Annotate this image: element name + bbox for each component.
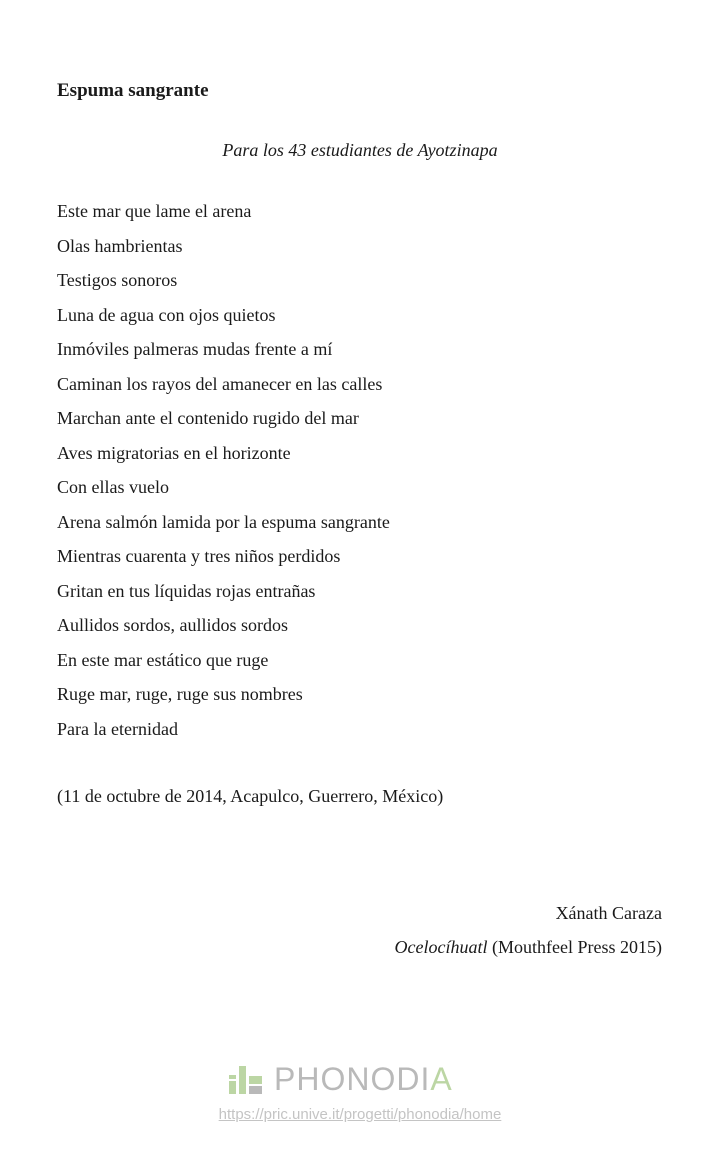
footer-link[interactable]: https://pric.unive.it/progetti/phonodia/home	[218, 1106, 502, 1123]
author-name: Xánath Caraza	[555, 903, 662, 923]
poem-dedication: Para los 43 estudiantes de Ayotzinapa	[222, 140, 498, 160]
logo-wordmark: PHONODIA	[274, 1060, 453, 1097]
poem-line: Arena salmón lamida por la espuma sangrante	[57, 511, 390, 532]
poem-line: Este mar que lame el arena	[57, 201, 252, 221]
poem-line: Testigos sonoros	[57, 270, 178, 290]
poem-line: Gritan en tus líquidas rojas entrañas	[57, 580, 316, 601]
poem-dateline: (11 de octubre de 2014, Acapulco, Guerrero, México)	[57, 786, 444, 806]
phonodia-logo	[228, 1062, 453, 1096]
poem-line: Inmóviles palmeras mudas frente a mí	[57, 339, 333, 359]
source-book-title: Ocelocíhuatl	[394, 937, 488, 957]
poem-line: Aves migratorias en el horizonte	[57, 442, 291, 463]
poem-line: Ruge mar, ruge, ruge sus nombres	[57, 684, 303, 704]
source-citation	[395, 937, 662, 958]
poem-line: Marchan ante el contenido rugido del mar	[57, 408, 359, 428]
source-publisher: (Mouthfeel Press 2015)	[487, 937, 662, 957]
poem-line: Luna de agua con ojos quietos	[57, 304, 276, 325]
poem-line: Para la eternidad	[57, 718, 178, 739]
poem-line: Con ellas vuelo	[57, 477, 169, 497]
poem-body	[57, 199, 390, 751]
poem-line: Caminan los rayos del amanecer en las calles	[57, 373, 383, 394]
poem-title: Espuma sangrante	[57, 80, 209, 101]
poem-line: Olas hambrientas	[57, 235, 183, 256]
poem-line: En este mar estático que ruge	[57, 649, 269, 670]
bar-chart-icon	[228, 1064, 264, 1094]
poem-line: Mientras cuarenta y tres niños perdidos	[57, 546, 341, 566]
poem-line: Aullidos sordos, aullidos sordos	[57, 615, 289, 635]
